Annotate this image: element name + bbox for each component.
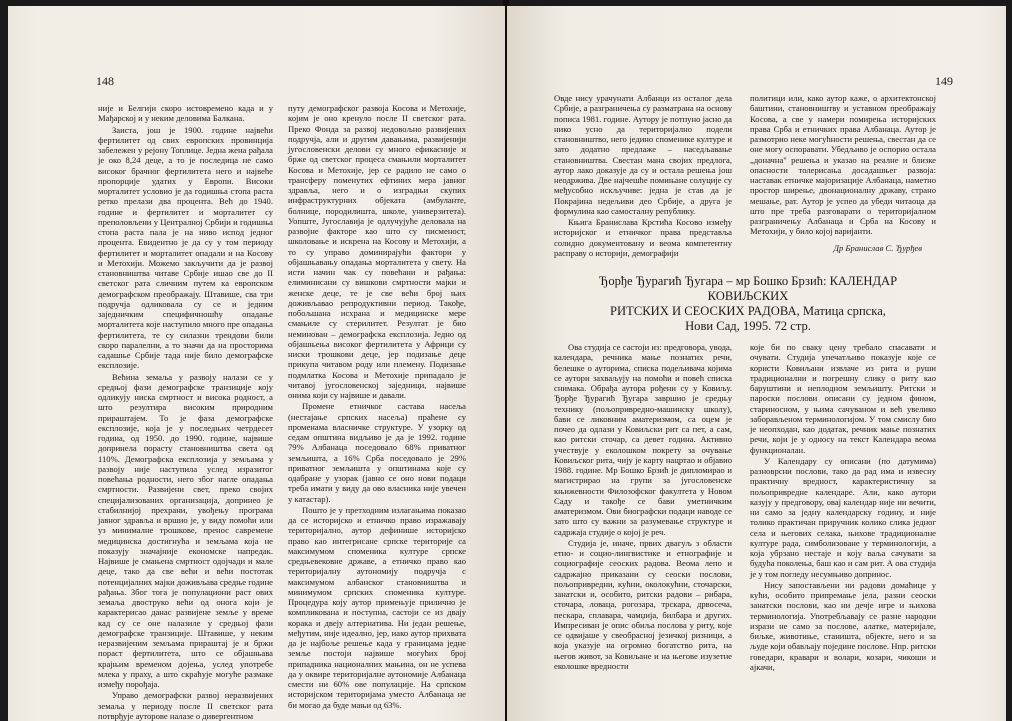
review-heading-line: Нови Сад, 1995. 72 стр. — [685, 319, 811, 333]
right-page-number: 149 — [935, 74, 953, 88]
left-page — [8, 6, 505, 721]
paragraph: Студија је, иначе, првих двагуљ з области етно- и социо-лингвистике и етнографије и социографије сеоских радова. Веома лепо и садржајно приказани су сеоски послови, пољопривредни, кућни, околокућни, сточарски, занатски и, особито, ритски радови – рибара, сточара, ловаца, рогозара, трскара, дрвосеча, пескара, сплавара, чамџија, билбара и других. Импресиван је опис обиља послова у риту, које се одвијаше у свеобрасној језичкој ризници, а која указује на огромно богатство рита, на његов живот, за Ковиљане и на његове изузетне еколошке вредности — [554, 537, 732, 671]
paragraph: Књига Бранислава Крстића Косово између историјског и етничког права представља солидно документовану и веома компетентну расправу о историји, демографији — [554, 217, 732, 258]
paragraph: Промене етничког састава насеља (нестајање српских насеља) праћене су променама власничке структуре. У узорку од седам општина видљиво је да је 1992. године 79% Албанаца поседовало 68% приватног земљишта, а 16% Срба поседовало је 29% приватног земљишта у општинама које су одабране у узорак (јавно се оно нови подаци треба имати у виду да ово власника није увечен у катастар). — [288, 401, 466, 504]
right-column-2-bottom — [750, 342, 936, 714]
paragraph: Управо демографски развој неразвијених земаља у периоду после II светског рата потврђује ауторове налазе о дивергентном — [98, 690, 273, 721]
right-column-1-bottom — [554, 342, 732, 714]
review-heading — [557, 274, 939, 334]
paragraph: које би по сваку цену требало спасавати и очувати. Студија упечатљиво показује које се користи Ковиљани извлаче из рита и руши традиционални и погрешну слику о риту као баруштини и неплодном земљишту. Ритски и пароски послови описани су једном фином, стариносном, у њима сачуваном и већ увелико заборављеном терминологијом. У том смислу био је неопходан, као додатак, речник мање познатих речи, који је у односу на текст Календара веома функционалан. — [750, 342, 936, 455]
paragraph: Овде нису урачунати Албанци из осталог дела Србије, а разграничења су разматрана на основу пописа 1981. године. Аутору је потпуно јасно да нико усно да територијално подели становништво, него једино споменике културе и зато додатно предлаже – наседљавање становништва. Свестан мана својих предлога, аутор лако доказује да су и остала решења још неодржива. Две најчешће помињане солуције су међусобно искључиве: једна је став да је Покрајина недељиви део Србије, а друга је формулина као самосталну републику. — [554, 93, 732, 216]
paragraph: путу демографског развоја Косова и Метохије, којим је оно кренуло после II светског рата. Преко Фонда за развој недовољно развијених подручја, али и другим давањима, развијенији југословенски делови су много ефикасније и брже од светског процеса смањили морталитет Косова и Метохије, јер се радило не само о трансферу поменутих ефтиних мера јавног здравља, него и о изградњи скупих инфраструктурних објеката (амбуланте, болнице, породилишта, школе, универзитета). Уопште, Југославија је одлучујуће деловала на развојне факторе као што су писменост, школовање и искрена на Косову и Метохији, а то су управо доминирајући фактори у објашњавању опадања морталитета у свету. На исти начин чак су повећани и рађања: елиминисани су вишкови смртности мајки и женске деце, те је све већи број њих доживљавао репродуктивни период. Такође, побољшана исхрана и медицинске мере смањиле су стерилитет. Резултат је био неминован – демографска експлозија. Једно од објашњења високог фертилитета у Африци су ниски трошкови деце, јер подизање деце прикупа читавом роду или племену. Подизање подмлатка Косова и Метохије припадало је читавој југословенској заједници, највише онима који су највише и давали. — [288, 103, 466, 400]
paragraph: није и Белгији скоро истовремено када и у Мађарској и у неким деловима Балкана. — [98, 103, 273, 124]
paragraph: Већина земаља у развоју налази се у средњој фази демографске транзиције коју одликују ниска смртност и висока родност, а што резултира високим природним прираштајем. То је фаза демографске експлозије, која је у последњих четрдесет година, од 1950. до 1990. године, највише допринела порасту становништва света од 110%. Демографска експлозија у земљама у развоју није наступила услед изразитог повећања родности, него због нагле опадања смртности. Развијени свет, преко својих специјализованих организација, допринео је стабилнијој прехрани, увођењу програма јавног здравља и вршио је, у виду помоћи или уз минималне трошкове, пренос савремене медицинска достигнућа и земљама која не показују значајније економске напредак. Највише је смањена смртност одојчади и мале деце, тако да све већи и већи постотак потенцијалних мајки доживљава средње године рађања. Због тога је популациони раст ових земаља двоструко већи од онога који је карактерисао данас развијене земље у време кад су се оне налазиле у средњој фази демографске транзиције. Штавише, у неким неразвијеним земљама прираштај је и бржи пораст фертилитета, што се објашњава крајњим временом дојења, услед употребе млека у праху, а што скраћује могуће размаке између порођаја. — [98, 371, 273, 689]
left-page-number: 148 — [96, 74, 114, 88]
review-heading-line: РИТСКИХ И СЕОСКИХ РАДОВА, Матица српска, — [610, 304, 886, 318]
paragraph: Пошто је у претходним излагањима показао да се историјско и етничко право изражавају територијално, аутор дефинише историјско право као интегрисане српске територије са максимумом споменика културе српске средњевековне државе, а етничко право као територијалну аутономију подручја с максимумом албанског становништва и минимумом српских споменика културе. Процедура коју аутор примењује прилично је компликована и поступна, састоји се из двају корака и двеју алтернатива. Ни један решење, међутим, није идеално, јер, иако аутор прихвата да је најбоље решење када у границама једне земље постоји највише могућих број припадника националних мањина, он не успева да у оквире територијалне аутономије Албанаца смести ни 60% ове популације. На српском историјском територијама уместо Албанаца не би могао да буде мањи од 63%. — [288, 504, 466, 710]
paragraph: Заиста, још је 1900. године највећи фертилитет од свих европских провинција забележен у рејону Топлице. Једна жена рађала је око 8,24 деце, а то је последица не само високог брачног фертилитета него и највеће пропорције удатих у Европи. Високи морталитет условио је да годишња стопа раста ретко прелази два процента. Већ до 1940. године и фертилитет и морталитет су преполовљени у Централној Србији и годишња стопа раста пала је на ниво испод једног процента. Евидентно је да су у том периоду фертилитет и морталитет опадали и на Косову и Метохији. Можемо закључити да је развој становништва читаве Србије ишао све до II светског рата сличним путем ка европском демографском преображају. Штавише, сва три подручја одликовала су се и једним заједничким специфичношћу опадање морталитета које наступило много пре опадања фертилитета, те су силазни трендови били скоро паралелни, а то значи да на просторима садашње Србије тада није било демографске експлозије. — [98, 124, 273, 371]
review-heading-line: Ђорђе Ђурагић Ђугара – мр Бошко Брзић: КАЛЕНДАР КОВИЉСКИХ — [598, 274, 898, 303]
left-column-2 — [288, 103, 466, 713]
paragraph: Нису запостављени ни радови домаћице у кући, особито припремање јела, разни сеоски занатски послови, као ни дечје игре и њихова терминологија. Употребљавају се разне народни изрази не само за послове, алатке, материјале, биљке, животиње, станишта, објекте, него и за људе који обављају поједине послове. Нпр. ритски говедари, кравари и волари, козари, чикоши и ајкачи, — [750, 579, 936, 672]
paragraph: политици или, како аутор каже, о архитектонској баштини, становништву и уставном преображају Косова, а све у намери помирења историјских права Срба и етничких права Албанаца. Аутор је размотрио неке могућности решења, свестан да се оне могу оспоравати. Убедљиво је оспорио остала „доначна" решења и указао на реалне и близке опасности толерисања досадашњег развоја: наставак етничке маjоризације Албанаца, наметно простор ширење, двонационалну државу, страно мешање, рат. Аутор је успео да убеди читаоца да што пре треба разговарати о територијалном разграничењу Албанаца и Срба на Косову и Метохији, у било којој варијанти. — [750, 93, 936, 237]
paragraph: У Календару су описани (по датумима) разноврсни послови, тако да рад има и извесну практичну вредност, карактеристичну за пољопривредне календаре. Али, како аутори казују у предговору, овај календар није ни вечити, ни само за једну календарску годину, и није толико практичан приручник колико слика једног села и његових селака, њихове традиционалне културе рада, симболизоване у терминологији, а која убрзано нестаје и коју ваља сачувати за будућа поколења, баш као и сам рит. А ова студија је у том погледу несумњиво допринос. — [750, 455, 936, 579]
left-column-1 — [98, 103, 273, 721]
review-signature: Др Бранислав С. Ђурђев — [833, 242, 922, 253]
right-page — [507, 6, 1006, 721]
paragraph: Ова студија се састоји из: предговора, увода, календара, речника мање познатих речи, белешке о ауторима, списка подељивача којима се аутори захваљују на помоћи и повећ списка снимака. Обрађа аутора рођени су у Ковиљу. Ђорђе Ђурагић Ђугара завршио је средњу технику (пољопривредно-машинску школу), бави се ликовним аматеризмом, са оцем је почео да одлази у Ковиљски рит са пет, а сам, као ритски сточар, са девет година. Активно учествује у еколошком покрету за очување Ковиљског рита, чију је карту нацртао и објавио 1988. године. Мр Бошко Брзић је дипломирао и магистрирао на групи за југословенске књижевности Филозофског факултета у Новом Саду и такође се бави уметничким аматеризмом. Ови биографски подаци наводе се зато што су важни за разумевање структуре и садржаја студије о којој је реч. — [554, 342, 732, 537]
